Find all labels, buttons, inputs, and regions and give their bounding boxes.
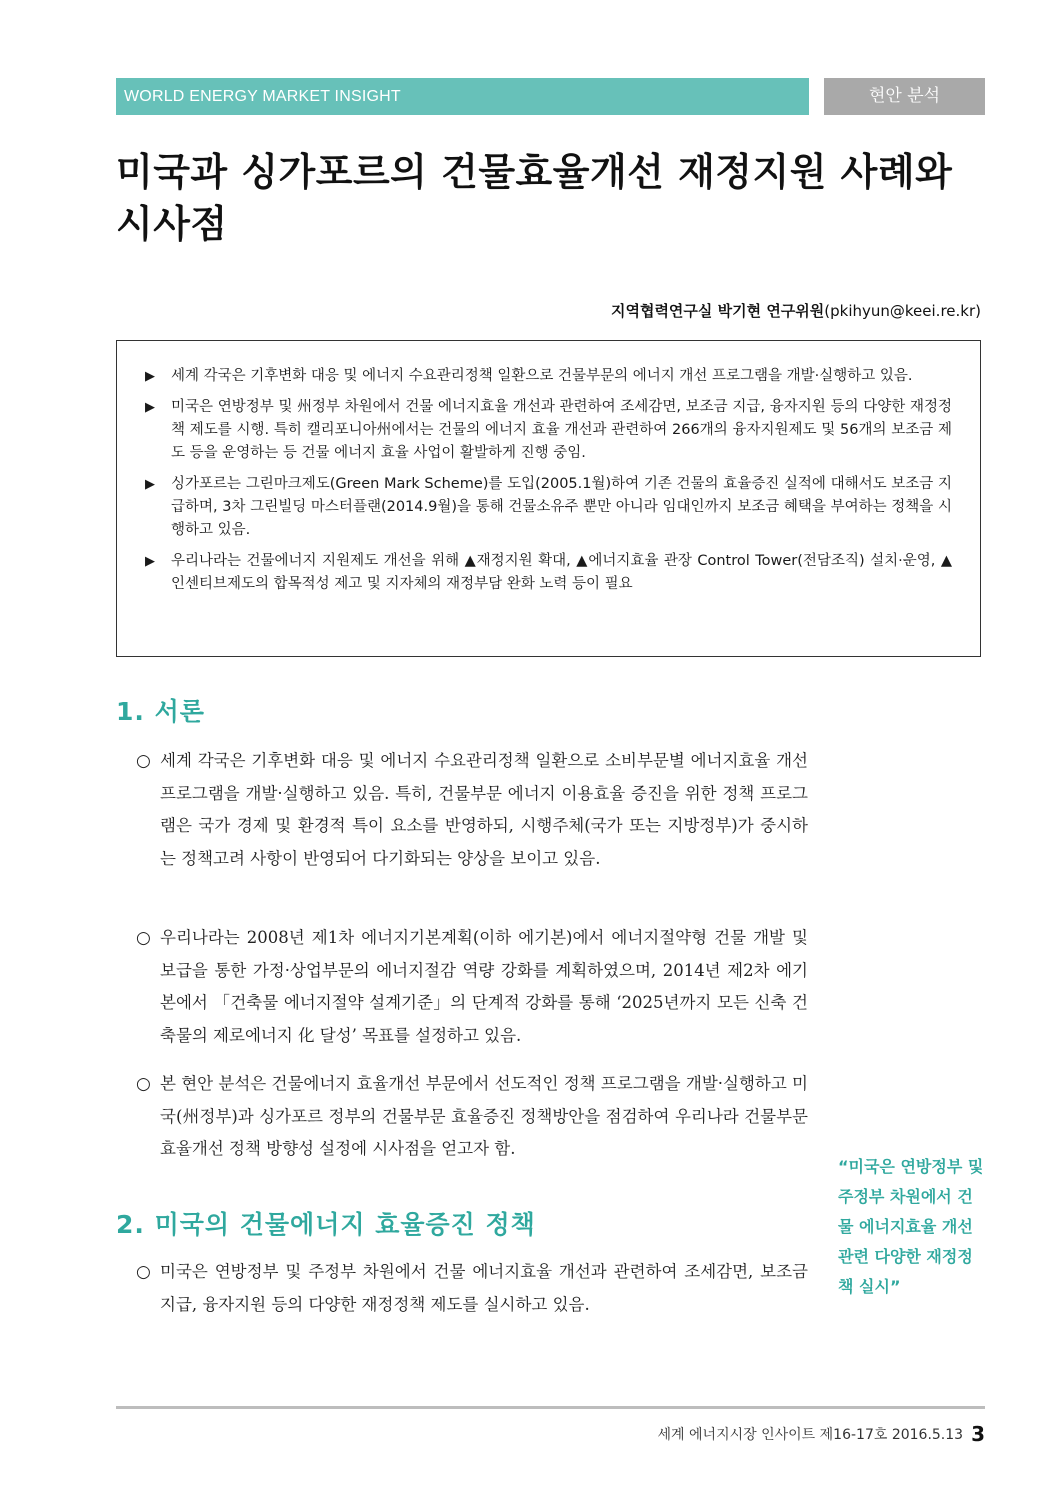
footer-divider (116, 1406, 985, 1409)
summary-item (145, 365, 952, 388)
author-line (611, 300, 981, 321)
triangle-bullet-icon: ▶ (145, 400, 155, 415)
series-banner (116, 78, 809, 115)
pull-quote: “미국은 연방정부 및 주정부 차원에서 건물 에너지효율 개선 관련 다양한 재정정책 실시” (838, 1157, 984, 1296)
circle-bullet-icon: ○ (136, 751, 151, 771)
triangle-bullet-icon: ▶ (145, 477, 155, 492)
category-tag (824, 78, 985, 115)
paragraph (136, 1068, 808, 1166)
category-label: 현안 분석 (868, 86, 941, 106)
paragraph (136, 745, 808, 875)
summary-text: 우리나라는 건물에너지 지원제도 개선을 위해 ▲재정지원 확대, ▲에너지효율 관장 Control Tower(전담조직) 설치·운영, ▲인센티브제도의 합목적성 제고 및 지자체의 재정부담 완화 노력 등이 필요 (171, 553, 952, 592)
footer (658, 1422, 985, 1446)
paragraph-text: 본 현안 분석은 건물에너지 효율개선 부문에서 선도적인 정책 프로그램을 개발·실행하고 미국(州정부)과 싱가포르 정부의 건물부문 효율증진 정책방안을 점검하여 우리나라 건물부문 효율개선 정책 방향성 설정에 시사점을 얻고자 함. (160, 1074, 808, 1158)
circle-bullet-icon: ○ (136, 928, 151, 948)
summary-item (145, 473, 952, 542)
series-title: WORLD ENERGY MARKET INSIGHT (124, 88, 401, 105)
page-title: 미국과 싱가포르의 건물효율개선 재정지원 사례와 시사점 (116, 150, 953, 246)
paragraph-text: 세계 각국은 기후변화 대응 및 에너지 수요관리정책 일환으로 소비부문별 에너지효율 개선 프로그램을 개발·실행하고 있음. 특히, 건물부문 에너지 이용효율 증진을 위한 정책 프로그램은 국가 경제 및 환경적 특이 요소를 반영하되, 시행주체(국가 또는 지방정부)가 중시하는 정책고려 사항이 반영되어 다기화되는 양상을 보이고 있음. (160, 751, 808, 868)
summary-box (116, 340, 981, 657)
author-affiliation: 지역협력연구실 박기현 연구위원 (610, 302, 825, 320)
paragraph-text: 우리나라는 2008년 제1차 에너지기본계획(이하 에기본)에서 에너지절약형 건물 개발 및 보급을 통한 가정·상업부문의 에너지절감 역량 강화를 계획하였으며, 2014년 제2차 에기본에서 「건축물 에너지절약 설계기준」의 단계적 강화를 통해 ‘2025년까지 모든 신축 건축물의 제로에너지 化 달성’ 목표를 설정하고 있음. (160, 928, 808, 1045)
triangle-bullet-icon: ▶ (145, 554, 155, 569)
section-heading-us-policy: 2. 미국의 건물에너지 효율증진 정책 (116, 1210, 536, 1239)
summary-item (145, 550, 952, 596)
section-heading-introduction: 1. 서론 (116, 697, 205, 726)
paragraph-text: 미국은 연방정부 및 주정부 차원에서 건물 에너지효율 개선과 관련하여 조세감면, 보조금 지급, 융자지원 등의 다양한 재정정책 제도를 실시하고 있음. (160, 1262, 808, 1314)
paragraph (136, 1256, 808, 1321)
circle-bullet-icon: ○ (136, 1074, 151, 1094)
summary-text: 싱가포르는 그린마크제도(Green Mark Scheme)를 도입(2005.1월)하여 기존 건물의 효율증진 실적에 대해서도 보조금 지급하며, 3차 그린빌딩 마스터플랜(2014.9월)을 통해 건물소유주 뿐만 아니라 임대인까지 보조금 혜택을 부여하는 정책을 시행하고 있음. (171, 476, 952, 538)
summary-text: 세계 각국은 기후변화 대응 및 에너지 수요관리정책 일환으로 건물부문의 에너지 개선 프로그램을 개발·실행하고 있음. (171, 368, 913, 384)
footer-publication: 세계 에너지시장 인사이트 제16-17호 2016.5.13 (657, 1427, 964, 1443)
summary-item (145, 396, 952, 465)
paragraph (136, 922, 808, 1052)
summary-text: 미국은 연방정부 및 州정부 차원에서 건물 에너지효율 개선과 관련하여 조세감면, 보조금 지급, 융자지원 등의 다양한 재정정책 제도를 시행. 특히 캘리포니아州에서는 건물의 에너지 효율 개선과 관련하여 266개의 융자지원제도 및 56개의 보조금 제도 등을 운영하는 등 건물 에너지 효율 사업이 활발하게 진행 중임. (171, 399, 952, 461)
circle-bullet-icon: ○ (136, 1262, 151, 1282)
author-email: (pkihyun@keei.re.kr) (824, 302, 981, 320)
triangle-bullet-icon: ▶ (145, 369, 155, 384)
page-number: 3 (971, 1422, 985, 1446)
